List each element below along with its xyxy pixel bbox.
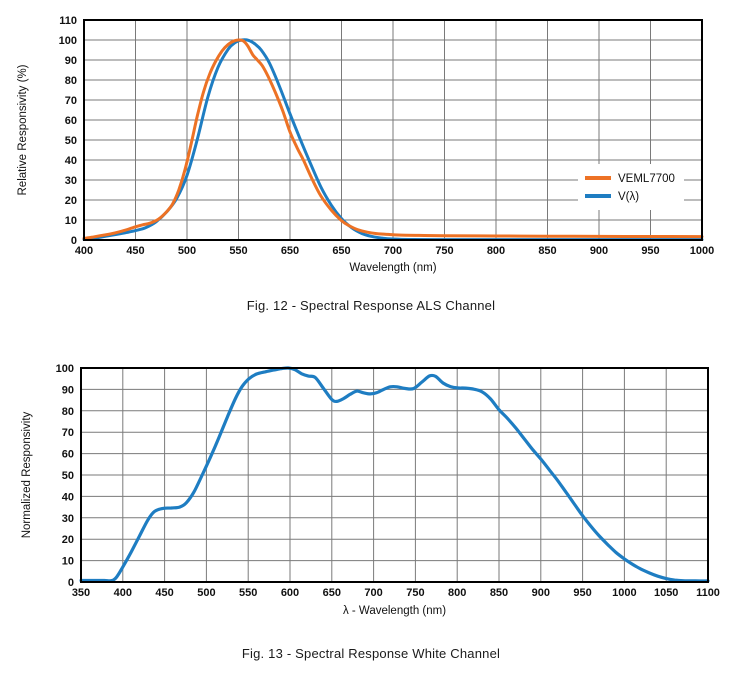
x-tick-label: 500 [177,245,197,257]
x-tick-label: 950 [573,587,592,599]
x-tick-label: 550 [239,587,258,599]
x-tick-label: 1100 [696,587,720,599]
y-tick-label: 40 [64,155,77,167]
x-tick-label: 700 [364,587,383,599]
y-axis-label: Relative Responsivity (%) [17,64,29,196]
y-tick-label: 30 [61,512,74,525]
x-axis-label: λ - Wavelength (nm) [342,605,447,617]
x-tick-label: 750 [406,587,425,599]
fig13-caption: Fig. 13 - Spectral Response White Channel [241,646,501,661]
y-tick-label: 70 [64,95,77,107]
series-layer [81,368,708,581]
x-tick-label: 500 [197,587,216,599]
legend-box [578,164,684,210]
x-tick-label: 850 [538,245,557,257]
x-tick-label: 800 [486,245,506,257]
x-tick-label: 1050 [653,587,679,599]
x-tick-label: 900 [531,587,550,599]
y-tick-label: 20 [64,195,77,207]
x-tick-label: 400 [74,245,94,257]
x-tick-label: 450 [126,245,145,257]
legend-label-veml7700: VEML7700 [618,173,675,185]
y-tick-label: 10 [61,555,74,568]
x-tick-label: 650 [332,245,351,257]
y-tick-label: 40 [61,491,74,504]
y-tick-label: 50 [61,470,74,482]
y-tick-label: 110 [59,15,77,27]
fig12-caption: Fig. 12 - Spectral Response ALS Channel [246,298,496,313]
x-tick-label: 850 [489,587,509,599]
x-tick-label: 900 [589,245,609,257]
x-tick-label: 350 [71,587,91,599]
y-tick-label: 10 [64,215,77,227]
x-tick-label: 1000 [612,587,637,599]
y-tick-label: 0 [67,577,74,589]
fig12-chart [0,0,742,280]
x-axis-label: Wavelength (nm) [349,262,437,274]
curve-white-channel [81,368,708,581]
y-tick-label: 0 [70,235,77,247]
y-tick-label: 90 [61,384,74,397]
y-tick-label: 60 [61,448,74,461]
legend-label-v: V(λ) [618,191,640,203]
y-tick-label: 60 [64,115,77,127]
x-tick-label: 700 [383,245,403,257]
x-tick-label: 400 [113,587,132,599]
y-tick-label: 80 [61,405,74,418]
y-tick-label: 90 [64,55,77,67]
y-tick-label: 70 [61,427,74,440]
fig13-chart [0,352,742,624]
y-tick-label: 30 [64,175,77,187]
x-tick-label: 550 [229,245,248,257]
x-tick-label: 1000 [689,245,715,257]
x-tick-label: 750 [435,245,454,257]
x-tick-label: 800 [448,587,467,599]
y-tick-label: 50 [64,135,77,147]
y-tick-label: 80 [64,75,77,87]
y-tick-label: 100 [55,363,74,375]
x-tick-label: 450 [155,587,174,599]
y-axis-label: Normalized Responsivity [21,411,33,539]
x-tick-label: 950 [641,245,660,257]
y-tick-label: 100 [58,35,77,47]
x-tick-label: 600 [280,587,300,599]
x-tick-label: 650 [280,245,300,257]
x-tick-label: 650 [322,587,341,599]
y-tick-label: 20 [61,534,74,547]
